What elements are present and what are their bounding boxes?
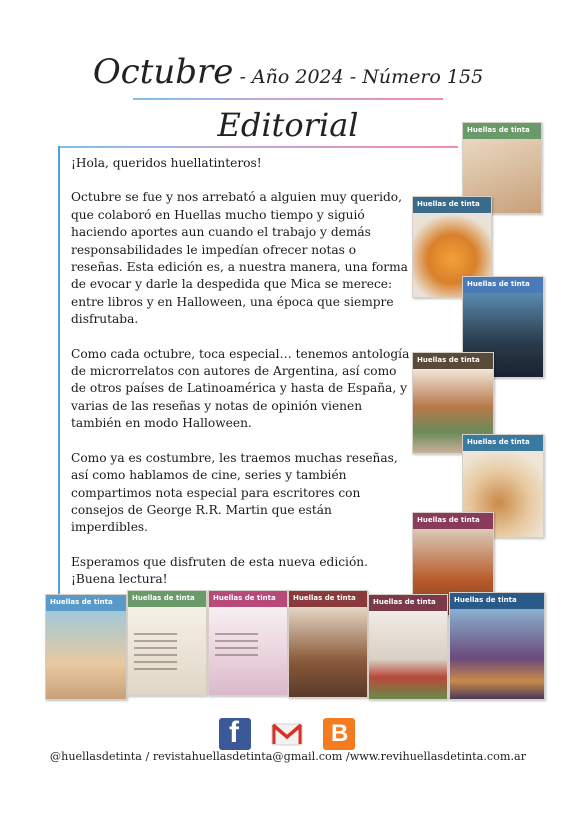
blogger-icon[interactable]: B <box>323 718 355 750</box>
cover-logo: Huellas de tinta <box>467 280 530 288</box>
cover-logo: Huellas de tinta <box>454 596 517 604</box>
facebook-icon[interactable]: f <box>219 718 251 750</box>
magazine-cover <box>288 590 368 698</box>
cover-logo: Huellas de tinta <box>373 598 436 606</box>
magazine-cover <box>45 594 127 700</box>
editorial-text <box>71 155 411 640</box>
cover-logo: Huellas de tinta <box>417 356 480 364</box>
cover-logo: Huellas de tinta <box>50 598 113 606</box>
cover-logo: Huellas de tinta <box>467 126 530 134</box>
editorial-paragraph: Como ya es costumbre, les traemos muchas reseñas, así como hablamos de cine, series y también compartimos nota especial para escritores con consejos de George R.R. Martin que están imperdibles. <box>71 450 398 535</box>
cover-logo: Huellas de tinta <box>132 594 195 602</box>
editorial-paragraph: Como cada octubre, toca especial… tenemos antología de microrrelatos con autores de Argentina, así como de otros países de Latinoamérica y hasta de España, y varias de las reseñas y notas de opinión vienen también en modo Halloween. <box>71 346 410 431</box>
cover-logo: Huellas de tinta <box>293 594 356 602</box>
editorial-greeting: ¡Hola, queridos huellatinteros! <box>71 156 262 170</box>
cover-logo: Huellas de tinta <box>213 594 276 602</box>
cover-logo: Huellas de tinta <box>417 200 480 208</box>
issue-header-line <box>0 52 576 92</box>
contact-footer: @huellasdetinta / revistahuellasdetinta@gmail.com /www.revihuellasdetinta.com.ar <box>49 750 527 763</box>
magazine-cover <box>368 594 448 700</box>
editorial-paragraph: Octubre se fue y nos arrebató a alguien muy querido, que colaboró en Huellas mucho tiempo y siguió haciendo aportes aun cuando el trabajo y demás responsabilidades le impedían ofrecer notas o reseñas. Esta edición es, a nuestra manera, una forma de evocar y darle la despedida que Mica se merece: entre libros y en Halloween, una época que siempre disfrutaba. <box>71 190 408 327</box>
magazine-cover <box>449 592 545 700</box>
text-column-rule <box>58 146 60 594</box>
gmail-icon[interactable] <box>271 718 303 750</box>
header-divider <box>133 98 443 100</box>
editorial-paragraph: Esperamos que disfruten de esta nueva edición. <box>71 554 369 569</box>
cover-logo: Huellas de tinta <box>417 516 480 524</box>
magazine-cover <box>208 590 288 696</box>
issue-year-number: - Año 2024 - Número 155 <box>233 66 484 88</box>
social-icons <box>0 718 576 752</box>
issue-header <box>0 52 576 92</box>
section-title: Editorial <box>217 106 359 144</box>
editorial-closing: ¡Buena lectura! <box>71 572 168 587</box>
magazine-cover <box>127 590 207 696</box>
issue-month: Octubre <box>92 52 234 92</box>
section-divider <box>58 146 458 148</box>
cover-logo: Huellas de tinta <box>467 438 530 446</box>
